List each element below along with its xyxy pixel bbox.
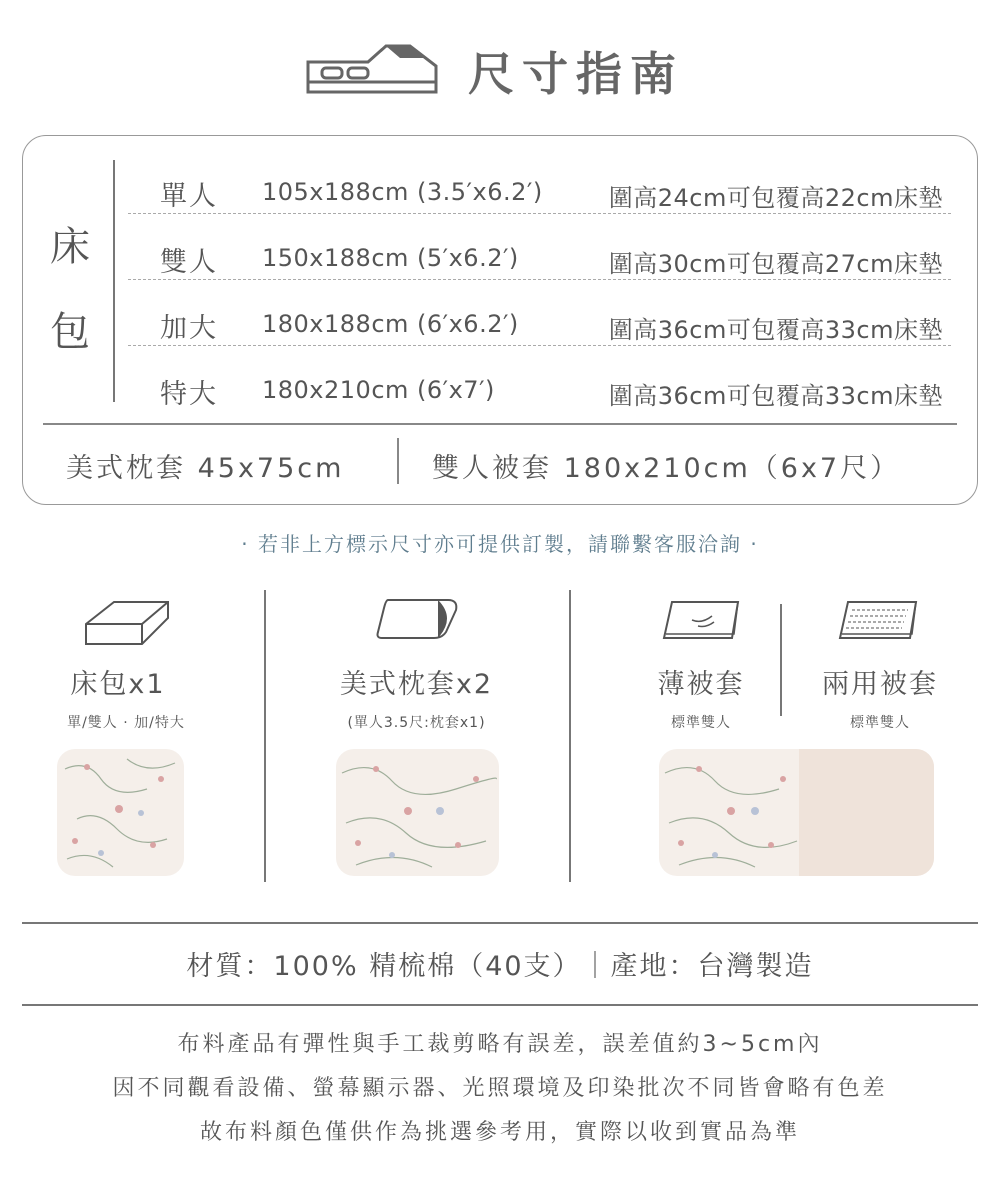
- size-row-queen: [128, 280, 951, 346]
- column-divider: [264, 590, 266, 882]
- box-divider: [43, 423, 957, 425]
- page-title: 尺寸指南: [468, 47, 684, 101]
- floral-pattern-icon: [57, 749, 184, 876]
- size-dimension: 180x210cm (6′x7′): [262, 376, 495, 404]
- size-row-king: [128, 346, 951, 412]
- label-divider: [113, 160, 115, 402]
- fabric-swatch-fitted-sheet: [57, 749, 184, 876]
- product-name: 床包x1: [70, 669, 166, 700]
- disclaimer-line: 故布料顏色僅供作為挑選參考用，實際以收到實品為準: [199, 1120, 800, 1145]
- size-note: 圍高30cm可包覆高27cm床墊: [608, 250, 943, 278]
- product-name: 薄被套: [657, 669, 745, 700]
- material-origin-text: 材質：100% 精梳棉（40支）｜產地：台灣製造: [186, 951, 814, 982]
- fabric-swatch-pillowcase: [336, 749, 499, 876]
- size-note: 圍高36cm可包覆高33cm床墊: [608, 382, 943, 410]
- section-divider: [22, 1004, 978, 1006]
- floral-pattern-icon: [336, 749, 499, 876]
- custom-order-note: · 若非上方標示尺寸亦可提供訂製，請聯繫客服洽詢 ·: [241, 532, 759, 556]
- size-dimension: 150x188cm (5′x6.2′): [262, 244, 519, 272]
- page-header: [0, 28, 1000, 108]
- bed-house-icon: [304, 36, 440, 96]
- size-dimension: 105x188cm (3.5′x6.2′): [262, 178, 543, 206]
- product-sub: (單人3.5尺:枕套x1): [347, 715, 486, 731]
- column-divider: [569, 590, 571, 882]
- size-note: 圍高24cm可包覆高22cm床墊: [608, 184, 943, 212]
- thin-duvet-icon: [662, 598, 742, 644]
- size-dimension: 180x188cm (6′x6.2′): [262, 310, 519, 338]
- product-sub: 單/雙人 · 加/特大: [67, 715, 185, 731]
- product-name: 兩用被套: [822, 669, 938, 700]
- fabric-swatch-duvets: [659, 749, 934, 876]
- pillowcase-icon: [376, 598, 458, 640]
- size-name: 特大: [160, 379, 218, 410]
- product-sub: 標準雙人: [850, 715, 910, 731]
- disclaimer-line: 因不同觀看設備、螢幕顯示器、光照環境及印染批次不同皆會略有色差: [112, 1076, 888, 1101]
- size-name: 加大: [160, 313, 218, 344]
- size-note: 圍高36cm可包覆高33cm床墊: [608, 316, 943, 344]
- size-name: 單人: [160, 181, 218, 212]
- fitted-sheet-icon: [84, 598, 170, 648]
- vertical-divider: [397, 438, 399, 484]
- pillow-size-text: 美式枕套 45x75cm: [66, 453, 345, 484]
- bed-sheet-label-1: 床: [50, 224, 90, 270]
- bed-sheet-label-2: 包: [50, 309, 90, 355]
- product-sub: 標準雙人: [671, 715, 731, 731]
- product-name: 美式枕套x2: [339, 669, 494, 700]
- section-divider: [22, 922, 978, 924]
- size-row-double: [128, 214, 951, 280]
- disclaimer-line: 布料產品有彈性與手工裁剪略有誤差，誤差值約3~5cm內: [177, 1032, 823, 1057]
- size-row-single: [128, 148, 951, 214]
- quilted-duvet-icon: [838, 598, 918, 644]
- floral-pattern-icon: [659, 749, 934, 876]
- size-name: 雙人: [160, 247, 218, 278]
- duvet-size-text: 雙人被套 180x210cm（6x7尺）: [432, 453, 901, 484]
